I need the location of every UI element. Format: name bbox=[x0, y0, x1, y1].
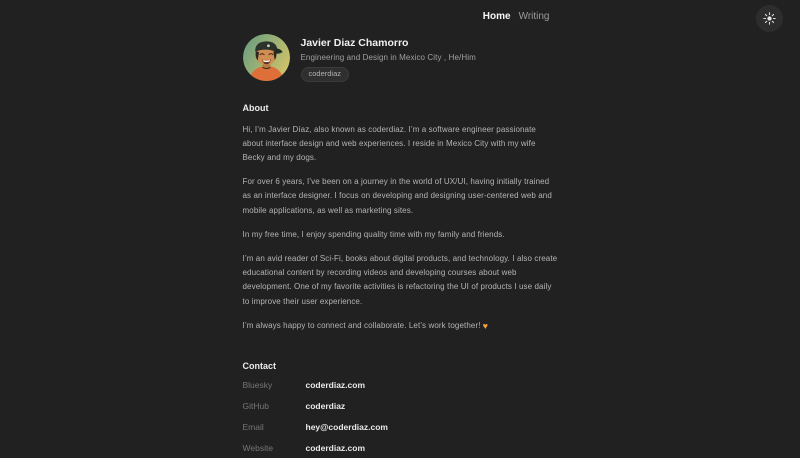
profile-name: Javier Diaz Chamorro bbox=[300, 37, 409, 49]
contact-heading: Contact bbox=[242, 360, 276, 371]
profile-info bbox=[301, 34, 476, 82]
contact-value-link[interactable]: coderdiaz.com bbox=[305, 379, 366, 390]
contact-row-bluesky bbox=[243, 374, 558, 395]
contact-label: GitHub bbox=[242, 400, 269, 411]
username-badge: coderdiaz bbox=[301, 67, 350, 82]
contact-row-email bbox=[243, 416, 558, 437]
about-paragraph: For over 6 years, I’ve been on a journey in the world of UX/UI, having initially trained as an interface designer. I focus on developing and designing user-centered web and mobile applications, as well as marketing sites. bbox=[242, 177, 552, 215]
contact-label: Email bbox=[242, 421, 264, 432]
nav-link-writing[interactable]: Writing bbox=[518, 11, 550, 22]
contact-list bbox=[243, 374, 558, 458]
about-paragraph: Hi, I’m Javier Díaz, also known as coderdiaz. I’m a software engineer passionate about interface design and web experiences. I reside in Mexico City with my wife Becky and my dogs. bbox=[242, 124, 536, 162]
contact-label: Website bbox=[242, 442, 274, 453]
about-closing-text: I’m always happy to connect and collaborate. Let’s work together! bbox=[242, 320, 481, 330]
about-section bbox=[243, 102, 558, 335]
profile-tagline: Engineering and Design in Mexico City , He/Him bbox=[300, 53, 476, 62]
top-nav bbox=[243, 0, 558, 24]
about-heading: About bbox=[242, 102, 269, 113]
content-column bbox=[243, 0, 558, 458]
contact-row-github bbox=[243, 395, 558, 416]
about-closing-paragraph bbox=[243, 319, 558, 335]
avatar bbox=[243, 34, 290, 81]
profile-header bbox=[243, 34, 558, 82]
about-paragraph: I’m an avid reader of Sci-Fi, books about digital products, and technology. I also create educational content by recording videos and developing courses about web development. One of my favorite activities is refactoring the UI of products I use daily to improve their user experience. bbox=[242, 253, 558, 306]
sun-icon bbox=[763, 12, 776, 25]
contact-section bbox=[243, 360, 558, 458]
avatar-illustration bbox=[243, 34, 290, 81]
contact-value-link[interactable]: hey@coderdiaz.com bbox=[305, 421, 388, 432]
about-body bbox=[243, 123, 558, 335]
contact-value-link[interactable]: coderdiaz.com bbox=[305, 442, 366, 453]
contact-label: Bluesky bbox=[242, 379, 273, 390]
theme-toggle-button[interactable] bbox=[756, 5, 783, 32]
about-paragraph: In my free time, I enjoy spending quality time with my family and friends. bbox=[242, 229, 505, 239]
contact-value-link[interactable]: coderdiaz bbox=[305, 400, 346, 411]
contact-row-website bbox=[243, 437, 558, 458]
nav-link-home[interactable]: Home bbox=[482, 11, 511, 22]
